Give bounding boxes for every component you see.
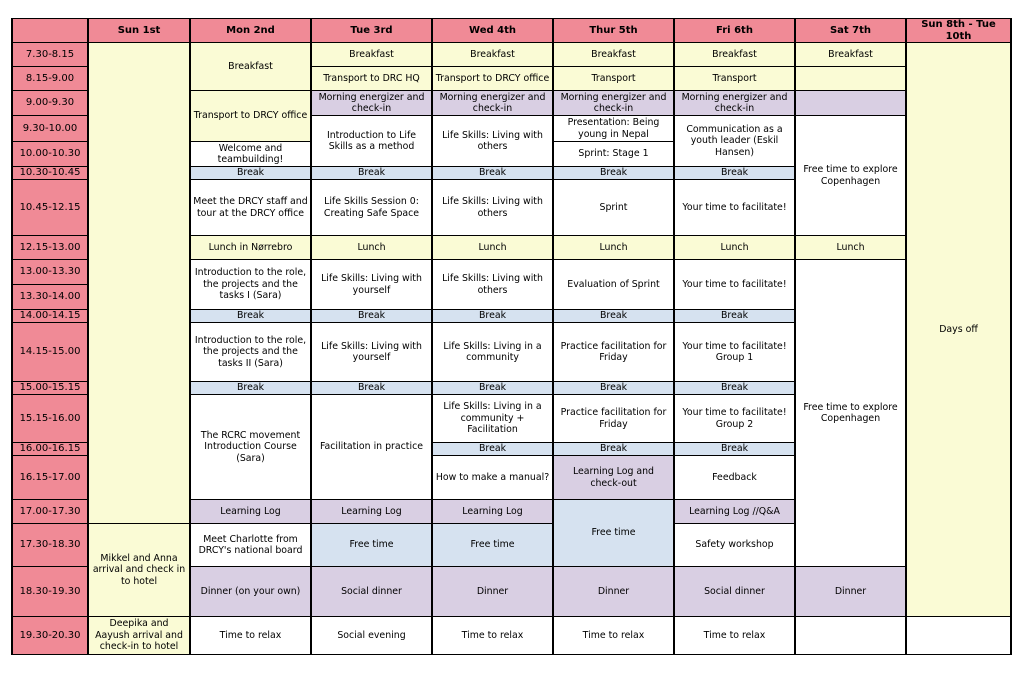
wed-living-with-others: Life Skills: Living with others xyxy=(432,180,553,236)
time-slot: 9.30-10.00 xyxy=(12,116,88,142)
mon-breakfast: Breakfast xyxy=(190,43,311,91)
tue-break: Break xyxy=(311,382,432,395)
day-header-fri: Fri 6th xyxy=(674,19,795,43)
mon-meet-charlotte: Meet Charlotte from DRCY's national board xyxy=(190,524,311,567)
tue-break: Break xyxy=(311,310,432,323)
wed-learning-log: Learning Log xyxy=(432,500,553,524)
tue-living-with-yourself: Life Skills: Living with yourself xyxy=(311,260,432,310)
mon-meet-staff: Meet the DRCY staff and tour at the DRCY office xyxy=(190,180,311,236)
day-header-thu: Thur 5th xyxy=(553,19,674,43)
wed-dinner: Dinner xyxy=(432,567,553,617)
tue-social-dinner: Social dinner xyxy=(311,567,432,617)
thu-lunch: Lunch xyxy=(553,236,674,260)
thu-learning-log: Learning Log and check-out xyxy=(553,456,674,500)
thu-evaluation: Evaluation of Sprint xyxy=(553,260,674,310)
time-slot: 10.45-12.15 xyxy=(12,180,88,236)
tue-breakfast: Breakfast xyxy=(311,43,432,67)
sat-free-time: Free time to explore Copenhagen xyxy=(795,260,906,567)
corner-header xyxy=(12,19,88,43)
mon-welcome: Welcome and teambuilding! xyxy=(190,142,311,167)
wed-breakfast: Breakfast xyxy=(432,43,553,67)
sat-breakfast: Breakfast xyxy=(795,43,906,67)
header-row xyxy=(12,19,1011,43)
thu-sprint: Sprint xyxy=(553,180,674,236)
time-slot: 18.30-19.30 xyxy=(12,567,88,617)
sat-free-time: Free time to explore Copenhagen xyxy=(795,116,906,236)
fri-communication: Communication as a youth leader (Eskil Hansen) xyxy=(674,116,795,167)
fri-facilitate-group-1: Your time to facilitate! Group 1 xyxy=(674,323,795,382)
wed-break: Break xyxy=(432,382,553,395)
mon-intro-role-1: Introduction to the role, the projects and the tasks I (Sara) xyxy=(190,260,311,310)
time-slot: 17.00-17.30 xyxy=(12,500,88,524)
thu-practice-facilitation: Practice facilitation for Friday xyxy=(553,323,674,382)
fri-energizer: Morning energizer and check-in xyxy=(674,91,795,116)
time-slot: 19.30-20.30 xyxy=(12,617,88,655)
days-off-cell: Days off xyxy=(906,43,1011,617)
wed-free-time: Free time xyxy=(432,524,553,567)
sun-empty-cell xyxy=(88,43,190,524)
day-header-days-off: Sun 8th - Tue 10th xyxy=(906,19,1011,43)
time-slot: 15.15-16.00 xyxy=(12,395,88,443)
wed-make-manual: How to make a manual? xyxy=(432,456,553,500)
wed-living-with-others: Life Skills: Living with others xyxy=(432,116,553,167)
time-slot: 13.00-13.30 xyxy=(12,260,88,285)
time-slot: 12.15-13.00 xyxy=(12,236,88,260)
day-header-wed: Wed 4th xyxy=(432,19,553,43)
wed-break: Break xyxy=(432,167,553,180)
thu-free-time: Free time xyxy=(553,500,674,567)
mon-break: Break xyxy=(190,167,311,180)
mon-lunch: Lunch in Nørrebro xyxy=(190,236,311,260)
thu-sprint-stage: Sprint: Stage 1 xyxy=(553,142,674,167)
thu-break: Break xyxy=(553,167,674,180)
mon-relax: Time to relax xyxy=(190,617,311,655)
tue-energizer: Morning energizer and check-in xyxy=(311,91,432,116)
fri-transport: Transport xyxy=(674,67,795,91)
fri-break: Break xyxy=(674,443,795,456)
mon-transport: Transport to DRCY office xyxy=(190,91,311,142)
time-slot: 10.00-10.30 xyxy=(12,142,88,167)
fri-break: Break xyxy=(674,382,795,395)
sat-empty-cell xyxy=(795,91,906,116)
day-header-sun: Sun 1st xyxy=(88,19,190,43)
time-slot: 16.00-16.15 xyxy=(12,443,88,456)
fri-social-dinner: Social dinner xyxy=(674,567,795,617)
mon-rcrc-course: The RCRC movement Introduction Course (Sara) xyxy=(190,395,311,500)
mon-break: Break xyxy=(190,382,311,395)
thu-break: Break xyxy=(553,310,674,323)
fri-learning-log: Learning Log //Q&A xyxy=(674,500,795,524)
sat-dinner: Dinner xyxy=(795,567,906,617)
thu-break: Break xyxy=(553,443,674,456)
tue-living-with-yourself: Life Skills: Living with yourself xyxy=(311,323,432,382)
wed-transport: Transport to DRCY office xyxy=(432,67,553,91)
mon-learning-log: Learning Log xyxy=(190,500,311,524)
fri-lunch: Lunch xyxy=(674,236,795,260)
wed-relax: Time to relax xyxy=(432,617,553,655)
sat-empty-cell xyxy=(795,67,906,91)
tue-learning-log: Learning Log xyxy=(311,500,432,524)
tue-free-time: Free time xyxy=(311,524,432,567)
mon-intro-role-2: Introduction to the role, the projects and the tasks II (Sara) xyxy=(190,323,311,382)
mon-break: Break xyxy=(190,310,311,323)
time-slot: 13.30-14.00 xyxy=(12,285,88,310)
time-slot: 10.30-10.45 xyxy=(12,167,88,180)
thu-relax: Time to relax xyxy=(553,617,674,655)
fri-facilitate: Your time to facilitate! xyxy=(674,180,795,236)
wed-living-with-others: Life Skills: Living with others xyxy=(432,260,553,310)
thu-practice-facilitation: Practice facilitation for Friday xyxy=(553,395,674,443)
thu-transport: Transport xyxy=(553,67,674,91)
time-slot: 14.15-15.00 xyxy=(12,323,88,382)
thu-energizer: Morning energizer and check-in xyxy=(553,91,674,116)
wed-living-in-community: Life Skills: Living in a community xyxy=(432,323,553,382)
tue-transport: Transport to DRC HQ xyxy=(311,67,432,91)
day-header-tue: Tue 3rd xyxy=(311,19,432,43)
thu-breakfast: Breakfast xyxy=(553,43,674,67)
fri-break: Break xyxy=(674,167,795,180)
time-slot: 16.15-17.00 xyxy=(12,456,88,500)
time-slot: 17.30-18.30 xyxy=(12,524,88,567)
tue-facilitation-practice: Facilitation in practice xyxy=(311,395,432,500)
time-slot: 15.00-15.15 xyxy=(12,382,88,395)
day-header-mon: Mon 2nd xyxy=(190,19,311,43)
time-slot: 8.15-9.00 xyxy=(12,67,88,91)
day-header-sat: Sat 7th xyxy=(795,19,906,43)
fri-breakfast: Breakfast xyxy=(674,43,795,67)
tue-session-0: Life Skills Session 0: Creating Safe Space xyxy=(311,180,432,236)
time-slot: 14.00-14.15 xyxy=(12,310,88,323)
wed-lunch: Lunch xyxy=(432,236,553,260)
schedule-table xyxy=(11,18,1012,655)
tue-intro-life-skills: Introduction to Life Skills as a method xyxy=(311,116,432,167)
wed-break: Break xyxy=(432,310,553,323)
wed-break: Break xyxy=(432,443,553,456)
wed-energizer: Morning energizer and check-in xyxy=(432,91,553,116)
time-slot: 7.30-8.15 xyxy=(12,43,88,67)
time-slot: 9.00-9.30 xyxy=(12,91,88,116)
tue-break: Break xyxy=(311,167,432,180)
tue-lunch: Lunch xyxy=(311,236,432,260)
fri-break: Break xyxy=(674,310,795,323)
sat-lunch: Lunch xyxy=(795,236,906,260)
thu-dinner: Dinner xyxy=(553,567,674,617)
fri-facilitate: Your time to facilitate! xyxy=(674,260,795,310)
days-off-empty-cell xyxy=(906,617,1011,655)
fri-feedback: Feedback xyxy=(674,456,795,500)
sat-empty-cell xyxy=(795,617,906,655)
thu-break: Break xyxy=(553,382,674,395)
sun-arrival-mikkel-anna: Mikkel and Anna arrival and check in to hotel xyxy=(88,524,190,617)
mon-dinner: Dinner (on your own) xyxy=(190,567,311,617)
fri-safety-workshop: Safety workshop xyxy=(674,524,795,567)
fri-relax: Time to relax xyxy=(674,617,795,655)
fri-facilitate-group-2: Your time to facilitate! Group 2 xyxy=(674,395,795,443)
sun-arrival-deepika-aayush: Deepika and Aayush arrival and check-in to hotel xyxy=(88,617,190,655)
thu-presentation: Presentation: Being young in Nepal xyxy=(553,116,674,142)
wed-living-in-community-facilitation: Life Skills: Living in a community + Facilitation xyxy=(432,395,553,443)
tue-social-evening: Social evening xyxy=(311,617,432,655)
